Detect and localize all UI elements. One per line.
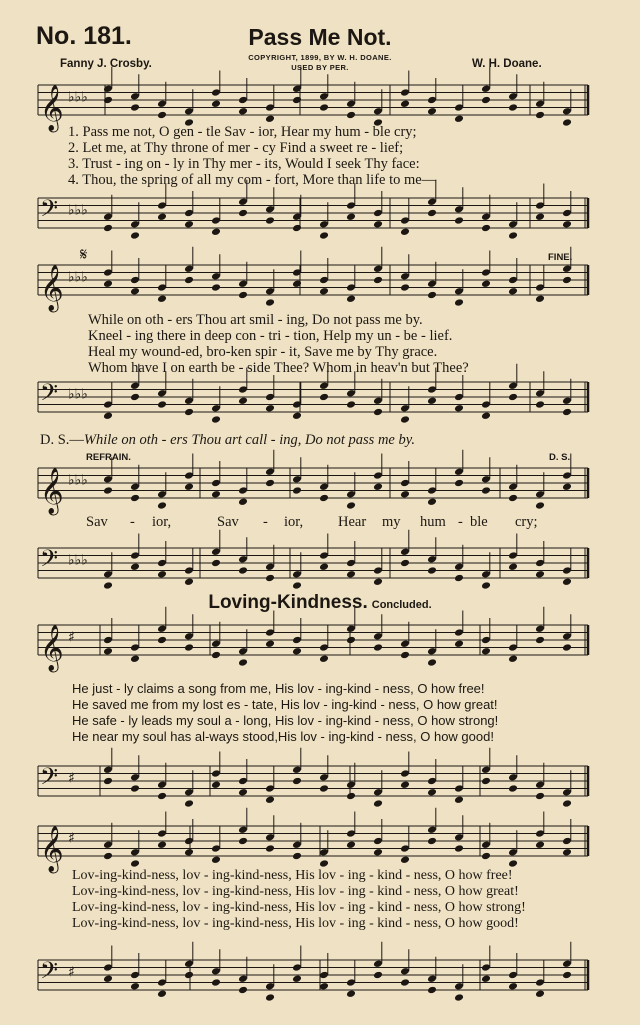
note-head [373, 848, 383, 857]
note-head [535, 840, 545, 849]
note-head [400, 99, 410, 108]
note-head [130, 562, 140, 571]
note-head [535, 570, 545, 579]
key-signature-icon: ♯ [68, 830, 75, 847]
note-head [562, 643, 572, 652]
note-head [400, 780, 410, 789]
note-head [454, 216, 464, 225]
refrain-word: cry; [515, 514, 538, 530]
note-head [562, 482, 572, 491]
bass-clef-icon: 𝄢 [40, 378, 59, 412]
note-head [427, 497, 437, 506]
note-head [346, 294, 356, 303]
note-head [454, 844, 464, 853]
note-head [211, 415, 221, 424]
note-head [292, 647, 302, 656]
refrain-word: - [458, 514, 463, 530]
lk-line-3: He safe - ly leads my soul a - long, His lov - ing-kind - ness, O how strong! [72, 713, 499, 728]
note-head [400, 227, 410, 236]
note-head [319, 562, 329, 571]
note-head [535, 212, 545, 221]
note-head [238, 209, 248, 218]
note-head [346, 636, 356, 645]
note-head [292, 486, 302, 495]
refrain-word: ior, [284, 514, 304, 530]
note-head [157, 792, 167, 801]
refrain-word: Sav [217, 514, 239, 530]
note-head [427, 291, 437, 300]
note-head [346, 989, 356, 998]
note-head [130, 784, 140, 793]
note-head [157, 501, 167, 510]
note-head [319, 859, 329, 868]
note-head [535, 294, 545, 303]
note-head [427, 566, 437, 575]
note-head [346, 570, 356, 579]
verse2-line-4: Whom have I on earth be - side Thee? Whom in heav'n but Thee? [88, 360, 469, 376]
note-head [157, 840, 167, 849]
note-head [157, 400, 167, 409]
note-head [508, 859, 518, 868]
note-head [427, 788, 437, 797]
note-head [346, 111, 356, 120]
segno-sign: 𝄋 [80, 245, 88, 265]
lk2-line-4: Lov-ing-kind-ness, lov - ing-kind-ness, His lov - ing - kind - ness, O how good! [72, 916, 519, 931]
note-head [373, 577, 383, 586]
composer: W. H. Doane. [472, 58, 542, 70]
verse-line-1: 1. Pass me not, O gen - tle Sav - ior, Hear my hum - ble cry; [68, 124, 417, 140]
note-head [454, 993, 464, 1002]
note-head [184, 482, 194, 491]
second-hymn-title [0, 592, 640, 614]
note-head [103, 647, 113, 656]
note-head [265, 795, 275, 804]
note-head [265, 993, 275, 1002]
verse2-line-1: While on oth - ers Thou art smil - ing, Do not pass me by. [88, 312, 423, 328]
note-head [481, 974, 491, 983]
note-head [103, 581, 113, 590]
note-head [427, 658, 437, 667]
note-head [454, 795, 464, 804]
note-head [292, 581, 302, 590]
note-head [508, 982, 518, 991]
note-head [481, 581, 491, 590]
note-head [400, 283, 410, 292]
note-head [481, 777, 491, 786]
refrain-word: hum [420, 514, 446, 530]
note-head [454, 639, 464, 648]
note-head [319, 784, 329, 793]
refrain-word: - [130, 514, 135, 530]
note-head [103, 486, 113, 495]
note-head [103, 974, 113, 983]
note-head [103, 852, 113, 861]
lk2-line-3: Lov-ing-kind-ness, lov - ing-kind-ness, His lov - ing - kind - ness, O how strong! [72, 900, 526, 915]
key-signature-icon: ♭♭♭ [68, 202, 88, 219]
note-head [319, 103, 329, 112]
note-head [265, 844, 275, 853]
note-head [238, 566, 248, 575]
refrain-word: ior, [152, 514, 172, 530]
note-head [292, 411, 302, 420]
note-head [184, 848, 194, 857]
note-head [481, 411, 491, 420]
treble-clef-icon: 𝄞 [40, 625, 64, 671]
refrain-word: Hear [338, 514, 367, 530]
note-head [211, 559, 221, 568]
note-head [454, 114, 464, 123]
ds-text: While on oth - ers Thou art call - ing, Do not pass me by. [83, 432, 415, 448]
note-head [211, 978, 221, 987]
refrain-word: ble [470, 514, 488, 530]
refrain-word: my [382, 514, 401, 530]
bass-clef-icon: 𝄢 [40, 194, 59, 228]
lk-line-4: He near my soul has al-ways stood,His lov - ing-kind - ness, O how good! [72, 729, 494, 744]
note-head [157, 570, 167, 579]
note-head [319, 231, 329, 240]
note-head [346, 400, 356, 409]
treble-clef-icon: 𝄞 [40, 85, 64, 131]
note-head [184, 220, 194, 229]
note-head [400, 415, 410, 424]
note-head [211, 227, 221, 236]
dal-segno-line [40, 432, 415, 449]
note-head [427, 837, 437, 846]
note-head [265, 216, 275, 225]
key-signature-icon: ♭♭♭ [68, 89, 88, 106]
lyricist: Fanny J. Crosby. [60, 58, 152, 70]
note-head [238, 658, 248, 667]
note-head [562, 408, 572, 417]
note-head [157, 111, 167, 120]
note-head [454, 404, 464, 413]
note-head [400, 559, 410, 568]
copyright-line: COPYRIGHT, 1899, BY W. H. DOANE. [248, 53, 392, 62]
note-head [265, 404, 275, 413]
note-head [157, 294, 167, 303]
note-head [130, 393, 140, 402]
note-head [535, 400, 545, 409]
note-head [292, 777, 302, 786]
note-head [184, 276, 194, 285]
key-signature-icon: ♭♭♭ [68, 269, 88, 286]
key-signature-icon: ♭♭♭ [68, 472, 88, 489]
lk2-line-1: Lov-ing-kind-ness, lov - ing-kind-ness, His lov - ing - kind - ness, O how free! [72, 868, 513, 883]
verse-line-4: 4. Thou, the spring of all my com - fort, More than life to me— [68, 172, 437, 188]
verse2-line-2: Kneel - ing there in deep con - tri - tion, Help my un - be - lief. [88, 328, 453, 344]
note-head [373, 276, 383, 285]
note-head [454, 479, 464, 488]
note-head [319, 393, 329, 402]
note-head [130, 231, 140, 240]
note-head [562, 276, 572, 285]
note-head [130, 859, 140, 868]
key-signature-icon: ♭♭♭ [68, 386, 88, 403]
note-head [508, 494, 518, 503]
note-head [427, 107, 437, 116]
note-head [238, 788, 248, 797]
note-head [400, 490, 410, 499]
note-head [157, 989, 167, 998]
bass-clef-icon: 𝄢 [40, 544, 59, 578]
note-head [238, 837, 248, 846]
note-head [508, 562, 518, 571]
note-head [211, 490, 221, 499]
note-head [373, 971, 383, 980]
note-head [562, 118, 572, 127]
note-head [373, 220, 383, 229]
fine-marker: FINE. [548, 252, 573, 263]
bass-clef-icon: 𝄢 [40, 762, 59, 796]
note-head [535, 111, 545, 120]
note-head [427, 396, 437, 405]
note-head [130, 103, 140, 112]
treble-clef-icon: 𝄞 [40, 468, 64, 514]
refrain-ds: D. S. [549, 452, 571, 463]
note-head [481, 279, 491, 288]
note-head [508, 287, 518, 296]
note-head [211, 780, 221, 789]
note-head [184, 408, 194, 417]
note-head [184, 577, 194, 586]
note-head [535, 636, 545, 645]
note-head [373, 482, 383, 491]
note-head [157, 636, 167, 645]
key-signature-icon: ♯ [68, 629, 75, 646]
note-head [373, 408, 383, 417]
note-head [211, 283, 221, 292]
note-head [184, 799, 194, 808]
note-head [562, 577, 572, 586]
note-head [130, 982, 140, 991]
note-head [103, 279, 113, 288]
note-head [508, 231, 518, 240]
note-head [265, 574, 275, 583]
key-signature-icon: ♯ [68, 770, 75, 787]
refrain-label: REFRAIN. [86, 452, 131, 463]
note-head [454, 298, 464, 307]
note-head [481, 852, 491, 861]
note-head [238, 107, 248, 116]
refrain-word: - [263, 514, 268, 530]
note-head [346, 501, 356, 510]
note-head [211, 651, 221, 660]
note-head [400, 978, 410, 987]
note-head [562, 848, 572, 857]
key-signature-icon: ♯ [68, 964, 75, 981]
note-head [319, 494, 329, 503]
note-head [562, 799, 572, 808]
note-head [481, 647, 491, 656]
note-head [508, 393, 518, 402]
lk2-line-2: Lov-ing-kind-ness, lov - ing-kind-ness, His lov - ing - kind - ness, O how great! [72, 884, 519, 899]
permission-line: USED BY PER. [291, 63, 349, 72]
key-signature-icon: ♭♭♭ [68, 552, 88, 569]
note-head [562, 971, 572, 980]
note-head [535, 989, 545, 998]
note-head [211, 99, 221, 108]
hymn-number: No. 181. [36, 22, 132, 50]
note-head [346, 840, 356, 849]
note-head [265, 114, 275, 123]
hymn-title: Pass Me Not. [248, 24, 392, 50]
note-head [211, 855, 221, 864]
note-head [130, 654, 140, 663]
note-head [427, 209, 437, 218]
note-head [184, 971, 194, 980]
note-head [130, 494, 140, 503]
note-head [427, 986, 437, 995]
verse2-line-3: Heal my wound-ed, bro-ken spir - it, Save me by Thy grace. [88, 344, 438, 360]
note-head [319, 287, 329, 296]
note-head [454, 574, 464, 583]
note-head [373, 799, 383, 808]
verse-line-2: 2. Let me, at Thy throne of mer - cy Find a sweet re - lief; [68, 140, 404, 156]
note-head [508, 103, 518, 112]
note-head [400, 855, 410, 864]
note-head [238, 497, 248, 506]
note-head [481, 224, 491, 233]
note-head [238, 291, 248, 300]
note-head [265, 639, 275, 648]
note-head [346, 212, 356, 221]
note-head [481, 96, 491, 105]
note-head [292, 974, 302, 983]
note-head [373, 643, 383, 652]
loving-kindness-title: Loving-Kindness. [208, 592, 368, 613]
note-head [346, 792, 356, 801]
note-head [508, 654, 518, 663]
verse-line-3: 3. Trust - ing on - ly in Thy mer - its, Would I seek Thy face: [68, 156, 420, 172]
lk-line-1: He just - ly claims a song from me, His lov - ing-kind - ness, O how free! [72, 681, 485, 696]
note-head [130, 287, 140, 296]
bass-clef-icon: 𝄢 [40, 956, 59, 990]
note-head [535, 501, 545, 510]
note-head [562, 220, 572, 229]
note-head [103, 777, 113, 786]
note-head [319, 982, 329, 991]
note-head [157, 212, 167, 221]
note-head [400, 651, 410, 660]
note-head [265, 479, 275, 488]
note-head [535, 792, 545, 801]
note-head [319, 654, 329, 663]
treble-clef-icon: 𝄞 [40, 265, 64, 311]
note-head [103, 224, 113, 233]
note-head [238, 986, 248, 995]
ds-prefix: D. S.— [40, 432, 84, 448]
note-head [103, 411, 113, 420]
treble-clef-icon: 𝄞 [40, 826, 64, 872]
note-head [481, 486, 491, 495]
note-head [238, 396, 248, 405]
note-head [265, 298, 275, 307]
refrain-word: Sav [86, 514, 108, 530]
lk-line-2: He saved me from my lost es - tate, His lov - ing-kind - ness, O how great! [72, 697, 498, 712]
note-head [508, 784, 518, 793]
concluded-label: Concluded. [371, 599, 432, 611]
note-head [292, 852, 302, 861]
note-head [184, 643, 194, 652]
